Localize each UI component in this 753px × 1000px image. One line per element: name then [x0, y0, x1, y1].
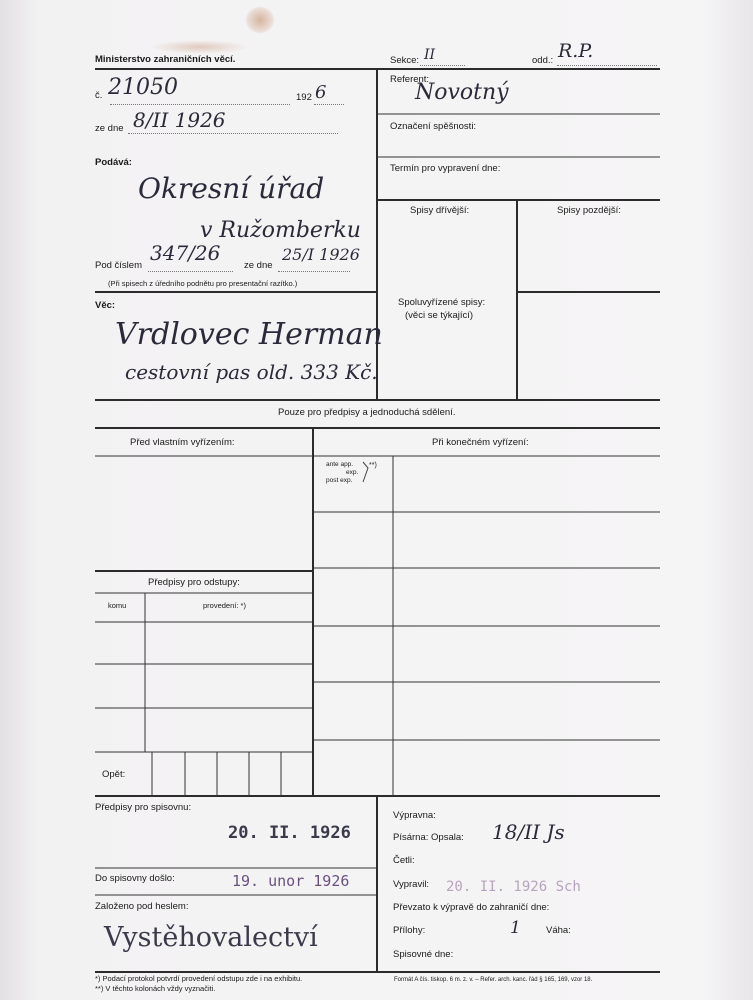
- referent-label: Referent:: [390, 74, 430, 85]
- sekce-value: II: [424, 47, 436, 63]
- podava-ze-dne-value: 25/I 1926: [282, 245, 360, 264]
- c-value: 21050: [108, 75, 178, 100]
- pred-vlastnim-heading: Před vlastním vyřízením:: [130, 437, 235, 448]
- podava-label: Podává:: [95, 157, 132, 168]
- prevzato-label: Převzato k výpravě do zahraničí dne:: [393, 902, 550, 913]
- dotted-line: [557, 65, 657, 66]
- referent-value: Novotný: [415, 80, 509, 105]
- post-exp: post exp.: [326, 477, 353, 484]
- vypravna-label: Výpravna:: [393, 810, 436, 821]
- podava-ze-dne-label: ze dne: [244, 260, 273, 271]
- spisy-drivejsi: Spisy dřívější:: [410, 205, 470, 216]
- dotted-line: [420, 65, 465, 66]
- spoluvyrizene-2: (věci se týkající): [405, 310, 474, 321]
- format-note: Formát A čís. tiskop. 6 m. z. v. – Refer. arch. kanc. řád § 165, 169, vzor 18.: [394, 977, 593, 983]
- footnote-1: *) Podací protokol potvrdí provedení odstupu zde i na exhibitu.: [95, 974, 303, 983]
- termin-label: Termín pro vypravení dne:: [390, 163, 501, 174]
- do-spisovny-label: Do spisovny došlo:: [95, 873, 175, 884]
- opet-label: Opět:: [102, 769, 126, 780]
- vypravil-stamp: 20. II. 1926 Sch: [446, 879, 581, 895]
- oznaceni-label: Označení spěšnosti:: [390, 121, 477, 132]
- dotted-line: [314, 104, 344, 105]
- pri-konecnem-heading: Při konečném vyřízení:: [432, 437, 529, 448]
- year-suffix: 6: [315, 82, 327, 103]
- double-star-mark: **): [369, 462, 377, 469]
- prilohy-label: Přílohy:: [393, 925, 426, 936]
- prilohy-value: 1: [510, 918, 521, 938]
- vec-label: Věc:: [95, 300, 116, 311]
- c-label: č.: [95, 90, 103, 101]
- exp: exp.: [346, 469, 359, 476]
- podava-line2: v Ružomberku: [200, 218, 361, 243]
- dotted-line: [128, 133, 338, 134]
- predpisy-spisovnu-label: Předpisy pro spisovnu:: [95, 802, 192, 813]
- year-prefix: 192: [296, 92, 312, 103]
- provedeni-header: provedení: *): [203, 601, 246, 610]
- date-stamp-1: 20. II. 1926: [228, 823, 351, 843]
- spisovne-label: Spisovné dne:: [393, 949, 454, 960]
- odd-value: R.P.: [558, 40, 594, 62]
- ante-app: ante app.: [326, 461, 354, 468]
- podava-note: (Při spisech z úředního podnětu pro presentační razítko.): [108, 279, 298, 288]
- predpisy-odstupy-heading: Předpisy pro odstupy:: [148, 577, 240, 588]
- pisarna-value: 18/II Js: [492, 820, 565, 844]
- zalozeno-label: Založeno pod heslem:: [95, 901, 189, 912]
- pisarna-label: Písárna: Opsala:: [393, 832, 464, 843]
- pod-cislem-label: Pod číslem: [95, 260, 142, 271]
- heslo-stamp: Vystěhovalectví: [104, 922, 318, 953]
- pouze-heading: Pouze pro předpisy a jednoduchá sdělení.: [278, 407, 456, 418]
- date-stamp-2: 19. unor 1926: [232, 872, 350, 890]
- odd-label: odd.:: [532, 55, 554, 66]
- footnote-2: **) V těchto kolonách vždy vyznačiti.: [95, 984, 216, 993]
- vaha-label: Váha:: [546, 925, 571, 936]
- komu-header: komu: [108, 601, 127, 610]
- vypravil-label: Vypravil:: [393, 879, 430, 890]
- vec-line2: cestovní pas old. 333 Kč.: [125, 360, 378, 384]
- dotted-line: [110, 104, 290, 105]
- dotted-line: [148, 271, 233, 272]
- spoluvyrizene-1: Spoluvyřízené spisy:: [398, 297, 486, 308]
- ministry-name: Ministerstvo zahraničních věcí.: [95, 54, 236, 65]
- sekce-label: Sekce:: [390, 55, 420, 66]
- podava-line1: Okresní úřad: [138, 172, 325, 205]
- dotted-line: [278, 271, 350, 272]
- ze-dne-label: ze dne: [95, 123, 124, 134]
- ze-dne-value: 8/II 1926: [133, 108, 226, 132]
- spisy-pozdejsi: Spisy pozdější:: [557, 205, 621, 216]
- vec-line1: Vrdlovec Herman: [115, 317, 383, 352]
- pod-cislem-value: 347/26: [150, 241, 221, 265]
- cetli-label: Četli:: [393, 855, 415, 866]
